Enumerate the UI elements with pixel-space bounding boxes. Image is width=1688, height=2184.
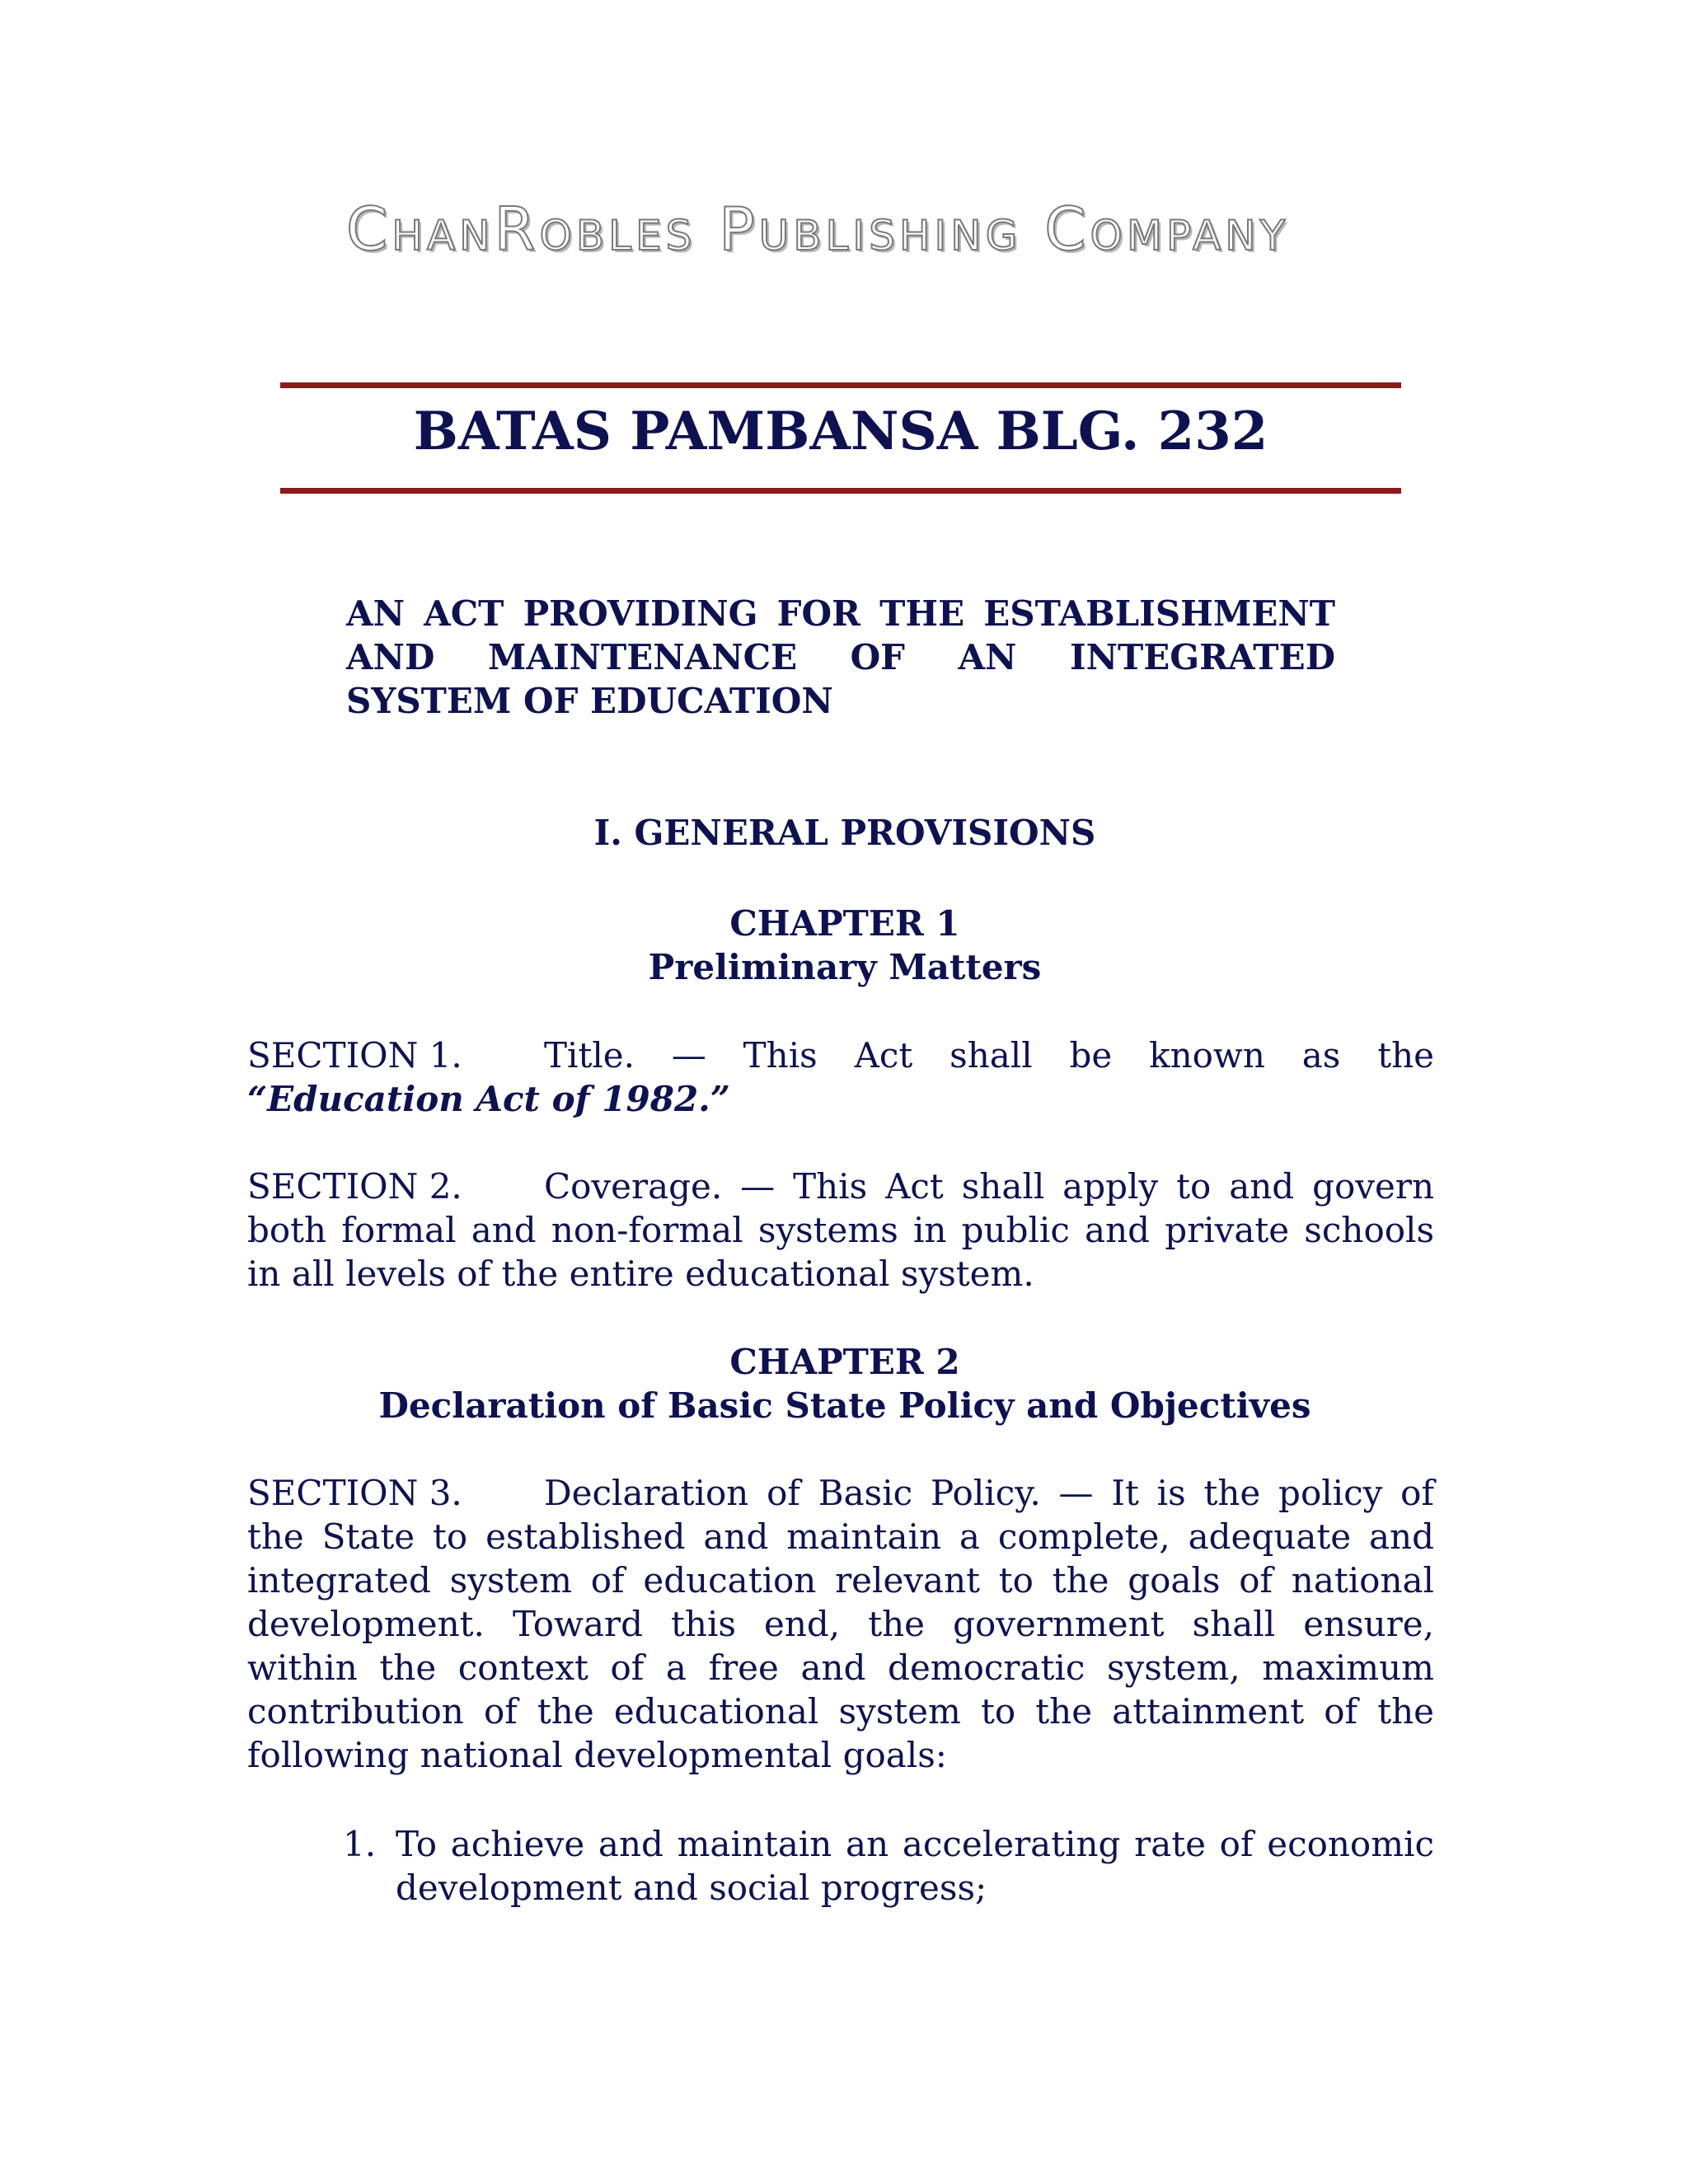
goal-list-item [343,1822,1434,1910]
section-text: Declaration of Basic Policy. — It is the policy of the State to established and maintain a complete, adequate and integrated system of education relevant to the goals of national development. Toward this end, the government shall ensure, within the context of a free and democratic system, maximum contribution of the educational system to the attainment of the following national developmental goals: [247,1473,1434,1775]
chapter-name: Preliminary Matters [648,947,1042,987]
part-heading: I. GENERAL PROVISIONS [593,813,1096,853]
section-label: SECTION 1. [247,1035,462,1076]
section-text: Title. — This Act shall be known as the [544,1035,1434,1076]
act-short-title: “Education Act of 1982.” [247,1079,730,1119]
publisher-header: ChanRobles Publishing Company [346,194,1290,264]
section-1 [247,1033,1434,1121]
title-rule-top [280,382,1401,388]
chapter-2-heading [247,1340,1442,1427]
chapter-number: CHAPTER 2 [729,1342,960,1382]
title-rule-bottom [280,488,1401,494]
chapter-name: Declaration of Basic State Policy and Objectives [378,1385,1311,1426]
chapter-number: CHAPTER 1 [729,903,960,944]
section-2 [247,1165,1434,1296]
document-title: BATAS PAMBANSA BLG. 232 [413,401,1268,462]
list-text: To achieve and maintain an accelerating rate of economic development and social progress; [396,1824,1434,1908]
section-label: SECTION 3. [247,1473,462,1513]
section-label: SECTION 2. [247,1166,462,1207]
act-long-title: AN ACT PROVIDING FOR THE ESTABLISHMENT AND MAINTENANCE OF AN INTEGRATED SYSTEM OF EDUCATION [346,593,1335,721]
list-number: 1. [343,1824,377,1864]
chapter-1-heading [247,902,1442,989]
section-3 [247,1471,1434,1777]
section-text: Coverage. — This Act shall apply to and govern both formal and non-formal systems in public and private schools in all levels of the entire educational system. [247,1166,1434,1294]
